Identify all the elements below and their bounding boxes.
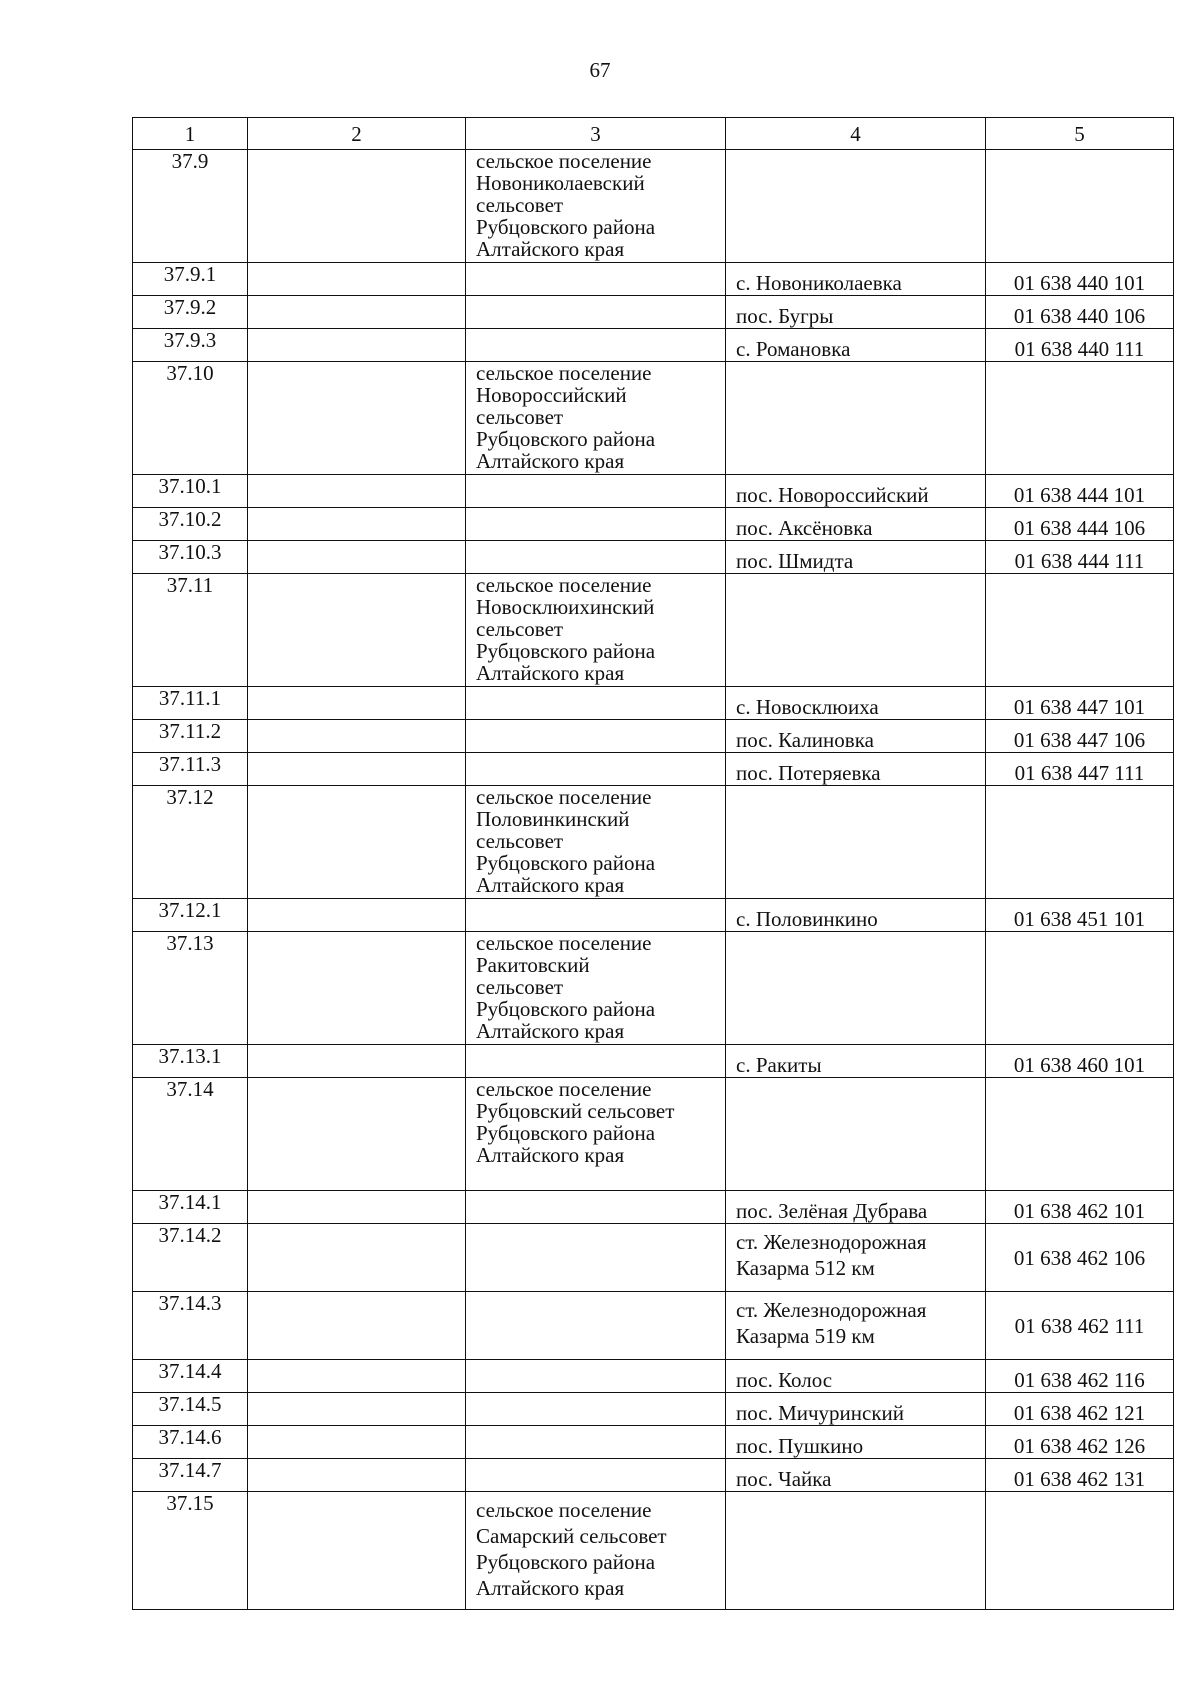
municipality-cell <box>466 475 726 508</box>
cell-line: пос. Чайка <box>736 1467 832 1491</box>
empty-cell <box>248 1426 466 1459</box>
cell-line: сельское поселение <box>476 1498 652 1522</box>
cell-line: сельсовет <box>476 975 564 999</box>
column-header: 5 <box>986 118 1174 150</box>
table-row <box>133 1045 1174 1078</box>
empty-cell <box>248 1191 466 1224</box>
cell-line: пос. Шмидта <box>736 549 854 573</box>
oktmo-code-cell: 01 638 444 101 <box>986 475 1174 508</box>
municipality-cell <box>466 150 726 263</box>
empty-cell <box>248 541 466 574</box>
empty-cell <box>248 296 466 329</box>
oktmo-code-cell <box>986 362 1174 475</box>
empty-cell <box>248 1393 466 1426</box>
municipality-cell <box>466 1078 726 1191</box>
municipality-cell <box>466 932 726 1045</box>
cell-line: Самарский сельсовет <box>476 1524 667 1548</box>
oktmo-code-cell: 01 638 440 106 <box>986 296 1174 329</box>
cell-line: сельсовет <box>476 405 564 429</box>
oktmo-code-cell: 01 638 447 106 <box>986 720 1174 753</box>
table-row <box>133 1191 1174 1224</box>
cell-line: Рубцовского района <box>476 997 656 1021</box>
oktmo-code-cell: 01 638 447 101 <box>986 687 1174 720</box>
row-number-cell: 37.14.3 <box>133 1292 248 1360</box>
header-row <box>133 118 1174 150</box>
municipality-cell <box>466 541 726 574</box>
row-number-cell: 37.11 <box>133 574 248 687</box>
row-number-cell: 37.15 <box>133 1492 248 1610</box>
empty-cell <box>248 508 466 541</box>
settlement-cell <box>726 541 986 574</box>
cell-line: Рубцовского района <box>476 1550 656 1574</box>
cell-line: Алтайского края <box>476 449 625 473</box>
cell-line: пос. Потеряевка <box>736 761 881 785</box>
cell-line: Половинкинский <box>476 807 630 831</box>
settlement-cell <box>726 1426 986 1459</box>
row-number-cell: 37.13.1 <box>133 1045 248 1078</box>
settlement-cell <box>726 932 986 1045</box>
oktmo-code-cell: 01 638 462 111 <box>986 1292 1174 1360</box>
settlement-cell <box>726 1393 986 1426</box>
empty-cell <box>248 475 466 508</box>
cell-line: Ракитовский <box>476 953 590 977</box>
table-row <box>133 1360 1174 1393</box>
table-row <box>133 786 1174 899</box>
empty-cell <box>248 329 466 362</box>
table-row <box>133 899 1174 932</box>
settlement-cell <box>726 263 986 296</box>
cell-line: Казарма 519 км <box>736 1324 875 1348</box>
table-row <box>133 720 1174 753</box>
cell-line: с. Романовка <box>736 337 851 361</box>
cell-line: ст. Железнодорожная <box>736 1298 927 1322</box>
row-number-cell: 37.14.6 <box>133 1426 248 1459</box>
cell-line: пос. Аксёновка <box>736 516 873 540</box>
settlement-cell <box>726 720 986 753</box>
cell-line: сельское поселение <box>476 931 652 955</box>
municipality-cell <box>466 1360 726 1393</box>
empty-cell <box>248 1360 466 1393</box>
table-row <box>133 475 1174 508</box>
table-row <box>133 1426 1174 1459</box>
municipality-cell <box>466 1426 726 1459</box>
cell-line: Рубцовского района <box>476 639 656 663</box>
empty-cell <box>248 1224 466 1292</box>
oktmo-code-cell: 01 638 462 101 <box>986 1191 1174 1224</box>
settlement-cell <box>726 362 986 475</box>
settlement-cell <box>726 1224 986 1292</box>
oktmo-code-cell: 01 638 460 101 <box>986 1045 1174 1078</box>
row-number-cell: 37.14.2 <box>133 1224 248 1292</box>
table-row <box>133 150 1174 263</box>
settlement-cell <box>726 1045 986 1078</box>
cell-line: сельское поселение <box>476 149 652 173</box>
cell-line: пос. Калиновка <box>736 728 874 752</box>
municipality-cell <box>466 1224 726 1292</box>
cell-line: Новониколаевский <box>476 171 645 195</box>
row-number-cell: 37.12 <box>133 786 248 899</box>
row-number-cell: 37.14.5 <box>133 1393 248 1426</box>
cell-line: сельское поселение <box>476 1077 652 1101</box>
cell-line: Алтайского края <box>476 1019 625 1043</box>
empty-cell <box>248 1045 466 1078</box>
table-row <box>133 687 1174 720</box>
oktmo-code-cell: 01 638 440 111 <box>986 329 1174 362</box>
settlements-table <box>132 117 1174 1610</box>
oktmo-code-cell <box>986 1078 1174 1191</box>
table-row <box>133 1292 1174 1360</box>
table-row <box>133 932 1174 1045</box>
cell-line: пос. Зелёная Дубрава <box>736 1199 928 1223</box>
settlement-cell <box>726 329 986 362</box>
empty-cell <box>248 753 466 786</box>
oktmo-code-cell: 01 638 462 106 <box>986 1224 1174 1292</box>
oktmo-code-cell: 01 638 444 111 <box>986 541 1174 574</box>
cell-line: пос. Пушкино <box>736 1434 864 1458</box>
table-row <box>133 541 1174 574</box>
municipality-cell <box>466 574 726 687</box>
oktmo-code-cell <box>986 932 1174 1045</box>
municipality-cell <box>466 362 726 475</box>
cell-line: Рубцовского района <box>476 427 656 451</box>
municipality-cell <box>466 263 726 296</box>
cell-line: сельсовет <box>476 829 564 853</box>
empty-cell <box>248 150 466 263</box>
cell-line: Алтайского края <box>476 1143 625 1167</box>
empty-cell <box>248 932 466 1045</box>
table-row <box>133 1393 1174 1426</box>
settlement-cell <box>726 150 986 263</box>
cell-line: ст. Железнодорожная <box>736 1230 927 1254</box>
municipality-cell <box>466 753 726 786</box>
municipality-cell <box>466 786 726 899</box>
table-row <box>133 296 1174 329</box>
table-row <box>133 1492 1174 1610</box>
cell-line: пос. Новороссийский <box>736 483 929 507</box>
empty-cell <box>248 362 466 475</box>
empty-cell <box>248 263 466 296</box>
row-number-cell: 37.13 <box>133 932 248 1045</box>
oktmo-code-cell: 01 638 440 101 <box>986 263 1174 296</box>
row-number-cell: 37.11.1 <box>133 687 248 720</box>
oktmo-code-cell: 01 638 462 116 <box>986 1360 1174 1393</box>
empty-cell <box>248 1078 466 1191</box>
row-number-cell: 37.9.1 <box>133 263 248 296</box>
settlement-cell <box>726 786 986 899</box>
cell-line: сельское поселение <box>476 785 652 809</box>
cell-line: Алтайского края <box>476 1576 625 1600</box>
cell-line: сельсовет <box>476 193 564 217</box>
cell-line: сельское поселение <box>476 573 652 597</box>
oktmo-code-cell: 01 638 462 126 <box>986 1426 1174 1459</box>
table-row <box>133 1224 1174 1292</box>
municipality-cell <box>466 720 726 753</box>
table-row <box>133 263 1174 296</box>
row-number-cell: 37.12.1 <box>133 899 248 932</box>
row-number-cell: 37.9.2 <box>133 296 248 329</box>
cell-line: Новосклюихинский <box>476 595 655 619</box>
table-row <box>133 753 1174 786</box>
empty-cell <box>248 720 466 753</box>
empty-cell <box>248 1459 466 1492</box>
cell-line: с. Ракиты <box>736 1053 822 1077</box>
cell-line: Алтайского края <box>476 873 625 897</box>
municipality-cell <box>466 508 726 541</box>
table-body <box>133 150 1174 1610</box>
municipality-cell <box>466 1393 726 1426</box>
settlement-cell <box>726 899 986 932</box>
column-header: 2 <box>248 118 466 150</box>
oktmo-code-cell: 01 638 462 121 <box>986 1393 1174 1426</box>
settlement-cell <box>726 687 986 720</box>
cell-line: с. Новониколаевка <box>736 271 902 295</box>
cell-line: с. Новосклюиха <box>736 695 879 719</box>
cell-line: Рубцовский сельсовет <box>476 1099 675 1123</box>
municipality-cell <box>466 1191 726 1224</box>
empty-cell <box>248 574 466 687</box>
settlement-cell <box>726 1459 986 1492</box>
oktmo-code-cell: 01 638 444 106 <box>986 508 1174 541</box>
oktmo-code-cell: 01 638 447 111 <box>986 753 1174 786</box>
settlement-cell <box>726 1191 986 1224</box>
municipality-cell <box>466 1459 726 1492</box>
settlement-cell <box>726 753 986 786</box>
municipality-cell <box>466 1292 726 1360</box>
oktmo-code-cell <box>986 786 1174 899</box>
table-row <box>133 574 1174 687</box>
table-row <box>133 1459 1174 1492</box>
row-number-cell: 37.10.2 <box>133 508 248 541</box>
row-number-cell: 37.10.1 <box>133 475 248 508</box>
municipality-cell <box>466 329 726 362</box>
cell-line: Рубцовского района <box>476 851 656 875</box>
settlement-cell <box>726 475 986 508</box>
row-number-cell: 37.11.2 <box>133 720 248 753</box>
cell-line: сельсовет <box>476 617 564 641</box>
row-number-cell: 37.14.1 <box>133 1191 248 1224</box>
cell-line: Алтайского края <box>476 661 625 685</box>
settlement-cell <box>726 1360 986 1393</box>
table-row <box>133 329 1174 362</box>
empty-cell <box>248 1292 466 1360</box>
empty-cell <box>248 687 466 720</box>
cell-line: Рубцовского района <box>476 215 656 239</box>
oktmo-code-cell <box>986 1492 1174 1610</box>
cell-line: пос. Мичуринский <box>736 1401 905 1425</box>
settlement-cell <box>726 508 986 541</box>
settlement-cell <box>726 574 986 687</box>
column-header: 1 <box>133 118 248 150</box>
row-number-cell: 37.10 <box>133 362 248 475</box>
municipality-cell <box>466 296 726 329</box>
column-header: 4 <box>726 118 986 150</box>
table-row <box>133 1078 1174 1191</box>
row-number-cell: 37.10.3 <box>133 541 248 574</box>
municipality-cell <box>466 687 726 720</box>
table-row <box>133 362 1174 475</box>
oktmo-code-cell: 01 638 451 101 <box>986 899 1174 932</box>
municipality-cell <box>466 899 726 932</box>
cell-line: с. Половинкино <box>736 907 878 931</box>
empty-cell <box>248 786 466 899</box>
row-number-cell: 37.14.4 <box>133 1360 248 1393</box>
cell-line: Казарма 512 км <box>736 1256 875 1280</box>
settlement-cell <box>726 1078 986 1191</box>
row-number-cell: 37.9.3 <box>133 329 248 362</box>
row-number-cell: 37.11.3 <box>133 753 248 786</box>
settlement-cell <box>726 296 986 329</box>
empty-cell <box>248 899 466 932</box>
page-number: 67 <box>589 58 611 82</box>
empty-cell <box>248 1492 466 1610</box>
cell-line: Новороссийский <box>476 383 627 407</box>
settlement-cell <box>726 1492 986 1610</box>
row-number-cell: 37.14.7 <box>133 1459 248 1492</box>
municipality-cell <box>466 1492 726 1610</box>
table-row <box>133 508 1174 541</box>
row-number-cell: 37.9 <box>133 150 248 263</box>
cell-line: Алтайского края <box>476 237 625 261</box>
cell-line: пос. Колос <box>736 1368 833 1392</box>
municipality-cell <box>466 1045 726 1078</box>
column-header: 3 <box>466 118 726 150</box>
oktmo-code-cell <box>986 574 1174 687</box>
settlement-cell <box>726 1292 986 1360</box>
row-number-cell: 37.14 <box>133 1078 248 1191</box>
oktmo-code-cell <box>986 150 1174 263</box>
cell-line: сельское поселение <box>476 361 652 385</box>
cell-line: Рубцовского района <box>476 1121 656 1145</box>
cell-line: пос. Бугры <box>736 304 834 328</box>
oktmo-code-cell: 01 638 462 131 <box>986 1459 1174 1492</box>
